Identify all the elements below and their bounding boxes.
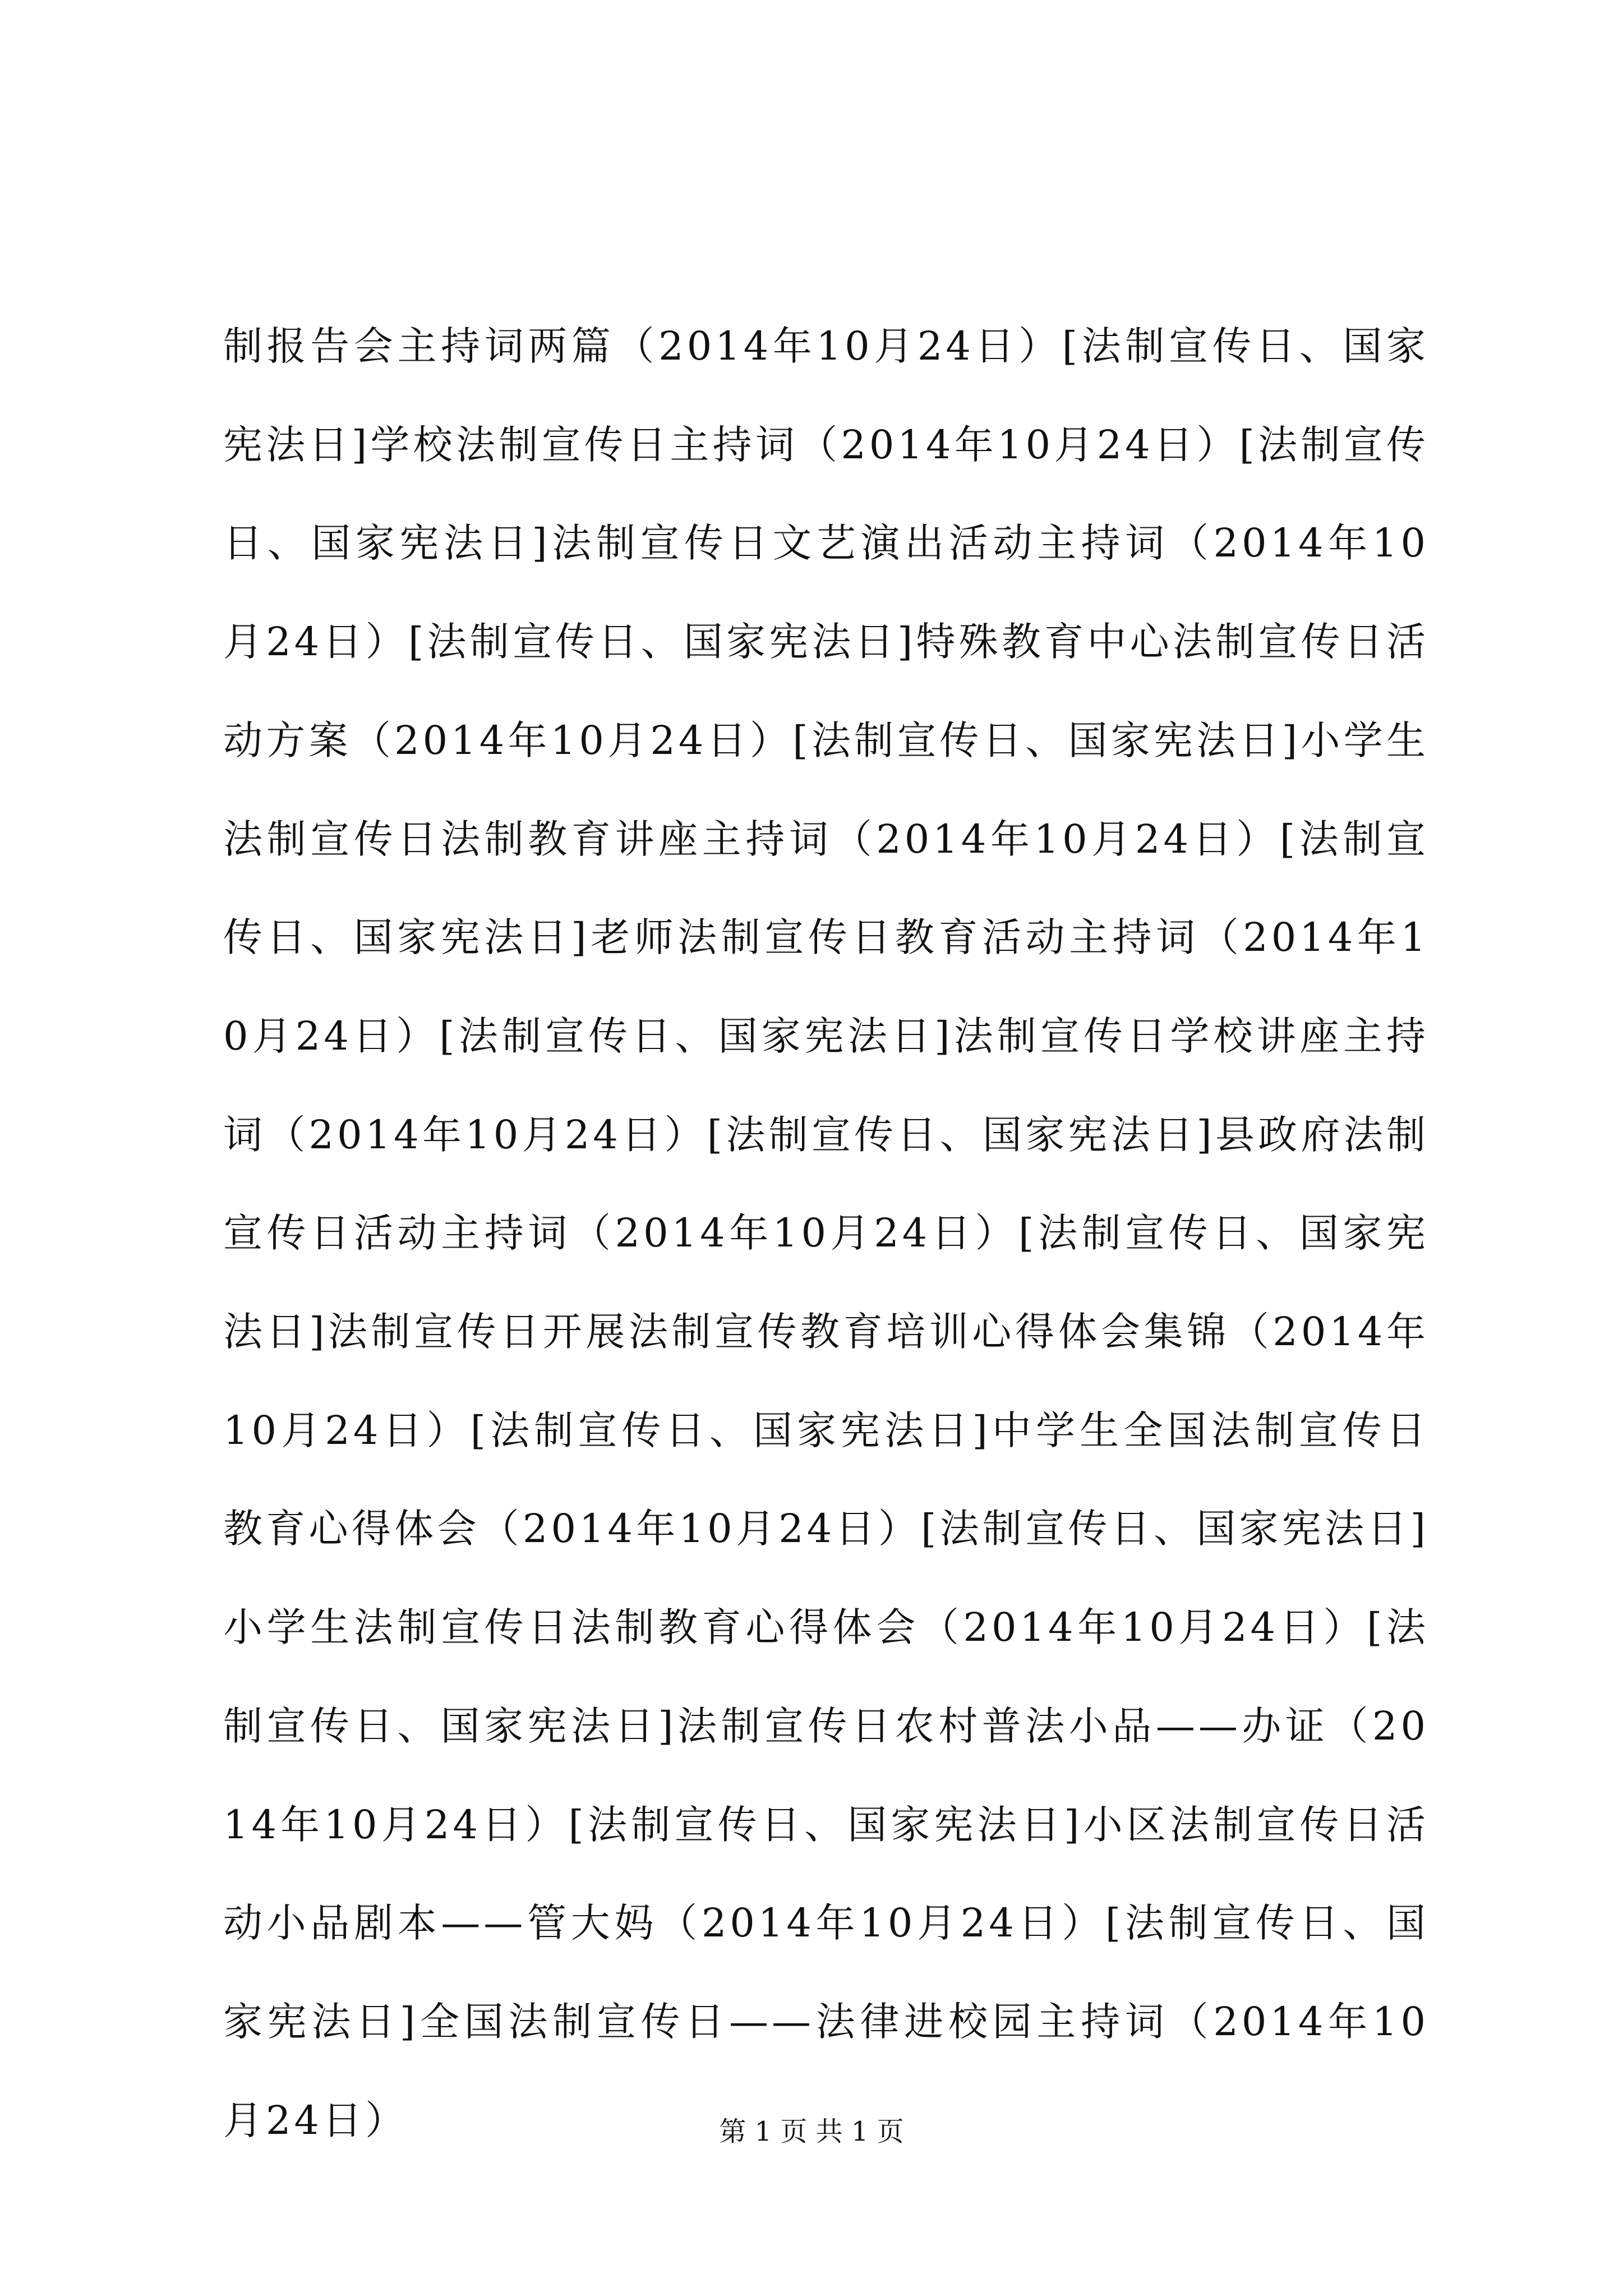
body-text: 制报告会主持词两篇（2014年10月24日）[法制宣传日、国家宪法日]学校法制宣传日主持词（2014年10月24日）[法制宣传日、国家宪法日]法制宣传日文艺演出活动主持词（2014年10月24日）[法制宣传日、国家宪法日]特殊教育中心法制宣传日活动方案（2014年10月24日）[法制宣传日、国家宪法日]小学生法制宣传日法制教育讲座主持词（2014年10月24日）[法制宣传日、国家宪法日]老师法制宣传日教育活动主持词（2014年10月24日）[法制宣传日、国家宪法日]法制宣传日学校讲座主持词（2014年10月24日）[法制宣传日、国家宪法日]县政府法制宣传日活动主持词（2014年10月24日）[法制宣传日、国家宪法日]法制宣传日开展法制宣传教育培训心得体会集锦（2014年10月24日）[法制宣传日、国家宪法日]中学生全国法制宣传日教育心得体会（2014年10月24日）[法制宣传日、国家宪法日]小学生法制宣传日法制教育心得体会（2014年10月24日）[法制宣传日、国家宪法日]法制宣传日农村普法小品——办证（2014年10月24日）[法制宣传日、国家宪法日]小区法制宣传日活动小品剧本——管大妈（2014年10月24日）[法制宣传日、国家宪法日]全国法制宣传日——法律进校园主持词（2014年10月24日） (223, 323, 1429, 2143)
page-footer: 第 1 页 共 1 页 (719, 2116, 904, 2147)
